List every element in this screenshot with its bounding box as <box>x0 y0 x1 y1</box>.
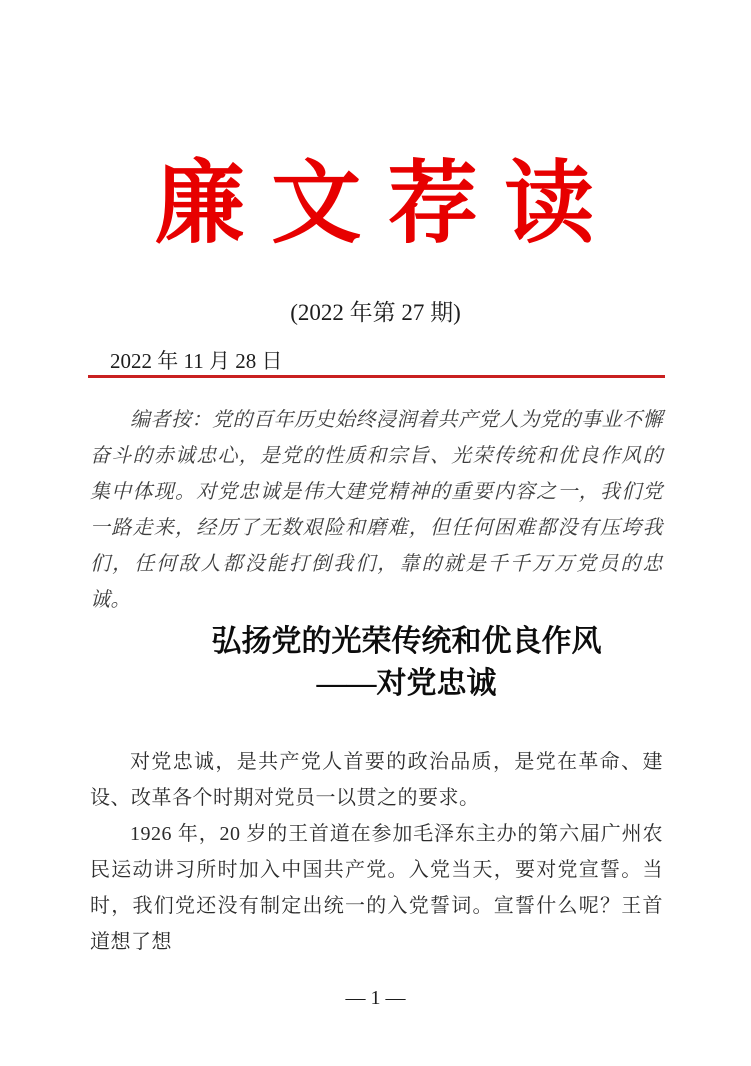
masthead-rule <box>88 375 665 378</box>
page-number: — 1 — <box>345 987 406 1009</box>
article-body <box>90 744 663 960</box>
article-paragraph: 对党忠诚，是共产党人首要的政治品质，是党在革命、建设、改革各个时期对党员一以贯之的要求。 <box>90 751 663 809</box>
editor-note: 编者按：党的百年历史始终浸润着共产党人为党的事业不懈奋斗的赤诚忠心，是党的性质和宗旨、光荣传统和优良作风的集中体现。对党忠诚是伟大建党精神的重要内容之一，我们党一路走来，经历了无数艰险和磨难，但任何困难都没有压垮我们，任何敌人都没能打倒我们，靠的就是千千万万党员的忠诚。 <box>90 409 663 611</box>
publication-date: 2022 年 11 月 28 日 <box>110 349 283 373</box>
article-paragraph: 1926 年，20 岁的王首道在参加毛泽东主办的第六届广州农民运动讲习所时加入中国共产党。入党当天，要对党宣誓。当时，我们党还没有制定出统一的入党誓词。宣誓什么呢？王首道想了想 <box>90 823 663 953</box>
article-heading <box>0 621 751 705</box>
issue-number: (2022 年第 27 期) <box>290 300 461 325</box>
article-heading-line-2: ——对党忠诚 <box>316 667 497 700</box>
article-heading-line-1: 弘扬党的光荣传统和优良作风 <box>211 625 602 658</box>
newsletter-title: 廉 文 荐 读 <box>154 155 597 254</box>
